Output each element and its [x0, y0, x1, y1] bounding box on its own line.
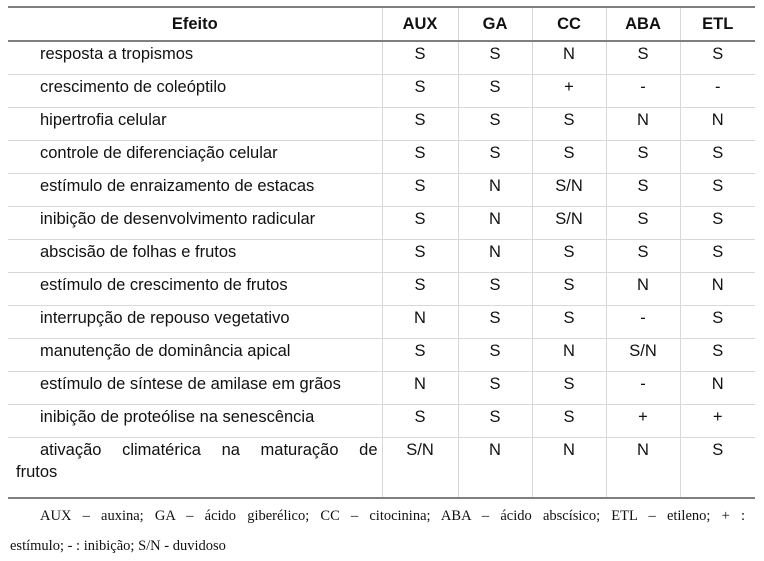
table-row [8, 41, 755, 75]
etl-cell: N [680, 108, 755, 141]
etl-cell: + [680, 405, 755, 438]
etl-cell: S [680, 207, 755, 240]
ga-cell: S [458, 372, 532, 405]
etl-cell: S [680, 306, 755, 339]
aux-cell: S [382, 273, 458, 306]
cc-cell: S/N [532, 207, 606, 240]
effect-cell: estímulo de síntese de amilase em grãos [8, 372, 382, 405]
etl-cell: S [680, 438, 755, 499]
table-row [8, 108, 755, 141]
effect-cell: inibição de desenvolvimento radicular [8, 207, 382, 240]
aux-cell: N [382, 306, 458, 339]
effect-line-1: ativação climatérica na maturação de [40, 441, 378, 459]
aba-cell: N [606, 273, 680, 306]
effect-line-2: frutos [16, 463, 58, 481]
aux-cell: S [382, 207, 458, 240]
etl-cell: S [680, 41, 755, 75]
aux-cell: S [382, 240, 458, 273]
aba-cell: N [606, 108, 680, 141]
aba-cell: S/N [606, 339, 680, 372]
effect-cell: manutenção de dominância apical [8, 339, 382, 372]
document [8, 6, 755, 561]
aux-cell: S [382, 75, 458, 108]
ga-cell: N [458, 240, 532, 273]
effect-cell: resposta a tropismos [40, 45, 194, 63]
ga-cell: N [458, 438, 532, 499]
effect-cell: crescimento de coleóptilo [8, 75, 382, 108]
table-row [8, 438, 755, 499]
aux-cell: S [382, 108, 458, 141]
ga-cell: S [458, 75, 532, 108]
ga-cell: S [458, 339, 532, 372]
aba-cell: - [606, 372, 680, 405]
etl-cell: S [680, 141, 755, 174]
ga-cell: N [458, 174, 532, 207]
aba-cell: S [606, 141, 680, 174]
aba-cell: - [606, 75, 680, 108]
aba-cell: + [606, 405, 680, 438]
cc-cell: S [532, 306, 606, 339]
aux-cell: S [382, 141, 458, 174]
ga-cell: S [458, 306, 532, 339]
ga-cell: S [458, 141, 532, 174]
table-row [8, 306, 755, 339]
table-row [8, 174, 755, 207]
ga-cell: S [458, 108, 532, 141]
effect-cell: estímulo de crescimento de frutos [8, 273, 382, 306]
table-row [8, 339, 755, 372]
cc-cell: S [532, 372, 606, 405]
aba-cell: S [606, 174, 680, 207]
table-row [8, 75, 755, 108]
aba-cell: S [606, 41, 680, 75]
header-etl: ETL [680, 7, 755, 41]
etl-cell: - [680, 75, 755, 108]
cc-cell: N [532, 339, 606, 372]
table-row [8, 405, 755, 438]
footnote-line-1: AUX – auxina; GA – ácido giberélico; CC – citocinina; ABA – ácido abscísico; ETL – etileno; + : [40, 508, 745, 524]
table-row [8, 141, 755, 174]
effect-cell: controle de diferenciação celular [8, 141, 382, 174]
aux-cell: S [382, 405, 458, 438]
header-efeito: Efeito [8, 7, 382, 41]
effect-cell [8, 438, 382, 499]
aux-cell: S [382, 41, 458, 75]
aux-cell: S [382, 174, 458, 207]
footnote-line-2: estímulo; - : inibição; S/N - duvidoso [10, 538, 226, 554]
cc-cell: + [532, 75, 606, 108]
table-row [8, 207, 755, 240]
effect-cell: interrupção de repouso vegetativo [8, 306, 382, 339]
aux-cell: S/N [382, 438, 458, 499]
aux-cell: S [382, 339, 458, 372]
aba-cell: N [606, 438, 680, 499]
effect-cell: estímulo de enraizamento de estacas [8, 174, 382, 207]
aba-cell: S [606, 240, 680, 273]
aux-cell: N [382, 372, 458, 405]
cc-cell: S/N [532, 174, 606, 207]
effect-cell: inibição de proteólise na senescência [8, 405, 382, 438]
table-row [8, 240, 755, 273]
table-header-row [8, 7, 755, 41]
cc-cell: S [532, 108, 606, 141]
table-footnote [8, 501, 755, 561]
ga-cell: S [458, 41, 532, 75]
table-row [8, 273, 755, 306]
ga-cell: S [458, 273, 532, 306]
cc-cell: S [532, 240, 606, 273]
aba-cell: - [606, 306, 680, 339]
cc-cell: S [532, 405, 606, 438]
header-aba: ABA [606, 7, 680, 41]
etl-cell: S [680, 240, 755, 273]
etl-cell: S [680, 174, 755, 207]
etl-cell: N [680, 372, 755, 405]
etl-cell: S [680, 339, 755, 372]
header-cc: CC [532, 7, 606, 41]
cc-cell: S [532, 141, 606, 174]
header-ga: GA [458, 7, 532, 41]
header-aux: AUX [382, 7, 458, 41]
cc-cell: N [532, 438, 606, 499]
cc-cell: N [532, 41, 606, 75]
table-row [8, 372, 755, 405]
hormone-effects-table [8, 6, 755, 499]
aba-cell: S [606, 207, 680, 240]
ga-cell: N [458, 207, 532, 240]
effect-cell: abscisão de folhas e frutos [8, 240, 382, 273]
cc-cell: S [532, 273, 606, 306]
effect-cell: hipertrofia celular [8, 108, 382, 141]
etl-cell: N [680, 273, 755, 306]
ga-cell: S [458, 405, 532, 438]
